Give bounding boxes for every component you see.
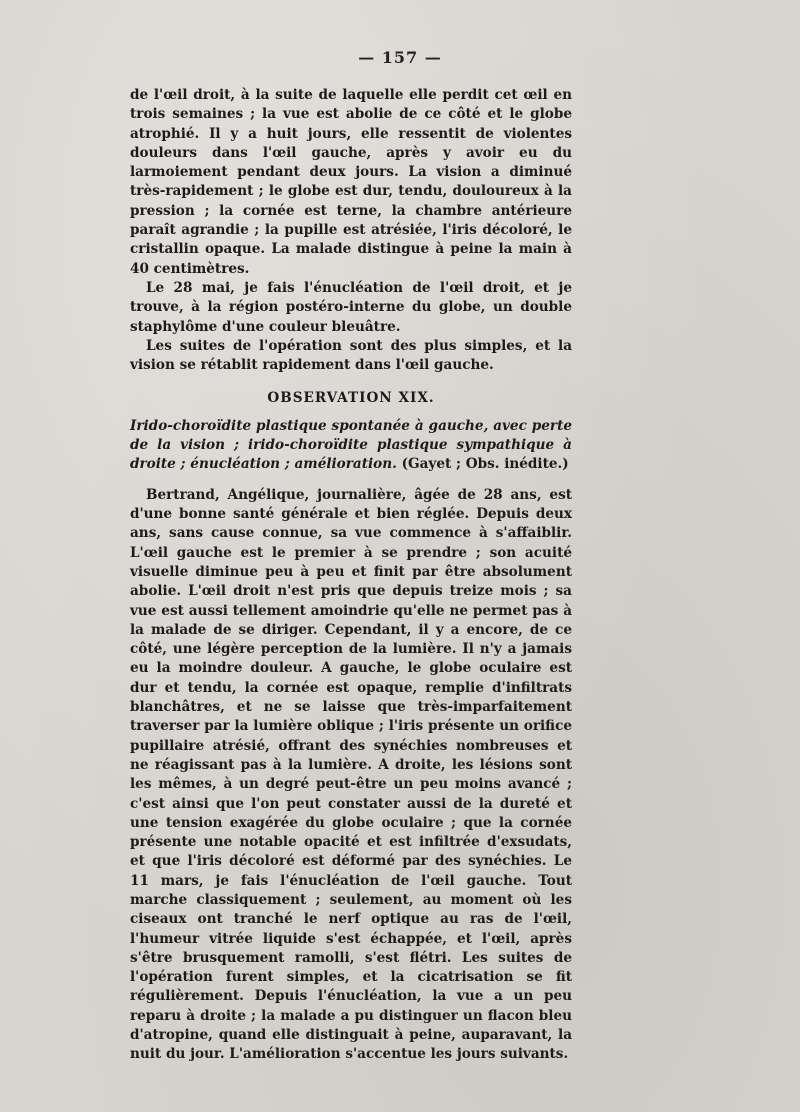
- enucleation-paragraph: Le 28 mai, je fais l'énucléation de l'œil droit, et je trouve, à la région postéro-interne du globe, un double staphylôme d'une couleur bleuâtre.: [130, 279, 572, 335]
- continued-paragraph: de l'œil droit, à la suite de laquelle elle perdit cet œil en trois semaines ; la vue est abolie de ce côté et le globe atrophié. Il y a huit jours, elle ressentit de violentes douleurs dans l'œil gauche, après y avoir eu du larmoiement pendant deux jours. La vision a diminué très-rapidement ; le globe est dur, tendu, douloureux à la pression ; la cornée est terne, la chambre antérieure paraît agrandie ; la pupille est atrésiée, l'iris décoloré, le cristallin opaque. La malade distingue à peine la main à 40 centimètres.: [130, 87, 572, 277]
- observation-heading-text: Irido-choroïdite plastique spontanée à gauche, avec perte de la vision ; irido-choroïdite plastique sympathique à droite ; énucléation ; amélioration.: [130, 417, 572, 472]
- observation-title: OBSERVATION XIX.: [267, 390, 435, 407]
- observation-author: (Gayet ; Obs. inédite.): [401, 455, 569, 472]
- outcome-paragraph: Les suites de l'opération sont des plus simples, et la vision se rétablit rapidement dans l'œil gauche.: [130, 337, 572, 374]
- page-content: [130, 86, 572, 1065]
- observation-heading: [130, 417, 572, 474]
- case-paragraph: Bertrand, Angélique, journalière, âgée de 28 ans, est d'une bonne santé générale et bien réglée. Depuis deux ans, sans cause connue, sa vue commence à s'affaiblir. L'œil gauche est le premier à se prendre ; son acuité visuelle diminue peu à peu et finit par être absolument abolie. L'œil droit n'est pris que depuis treize mois ; sa vue est aussi tellement amoindrie qu'elle ne permet pas à la malade de se diriger. Cependant, il y a encore, de ce côté, une légère perception de la lumière. Il n'y a jamais eu la moindre douleur. A gauche, le globe oculaire est dur et tendu, la cornée est opaque, remplie d'infiltrats blanchâtres, et ne se laisse que très-imparfaitement traverser par la lumière oblique ; l'iris présente un orifice pupillaire atrésié, offrant des synéchies nombreuses et ne réagissant pas à la lumière. A droite, les lésions sont les mêmes, à un degré peut-être un peu moins avancé ; c'est ainsi que l'on peut constater aussi de la dureté et une tension exagérée du globe oculaire ; que la cornée présente une notable opacité et est infiltrée d'exsudats, et que l'iris décoloré est déformé par des synéchies. Le 11 mars, je fais l'énucléation de l'œil gauche. Tout marche classiquement ; seulement, au moment où les ciseaux ont tranché le nerf optique au ras de l'œil, l'humeur vitrée liquide s'est échappée, et l'œil, après s'être brusquement ramolli, s'est flétri. Les suites de l'opération furent simples, et la cicatrisation se fit régulièrement. Depuis l'énucléation, la vue a un peu reparu à droite ; la malade a pu distinguer un flacon bleu d'atropine, quand elle distinguait à peine, auparavant, la nuit du jour. L'amélioration s'accentue les jours suivants.: [130, 486, 572, 1063]
- page-number: — 157 —: [358, 48, 442, 67]
- spacer: [130, 474, 572, 486]
